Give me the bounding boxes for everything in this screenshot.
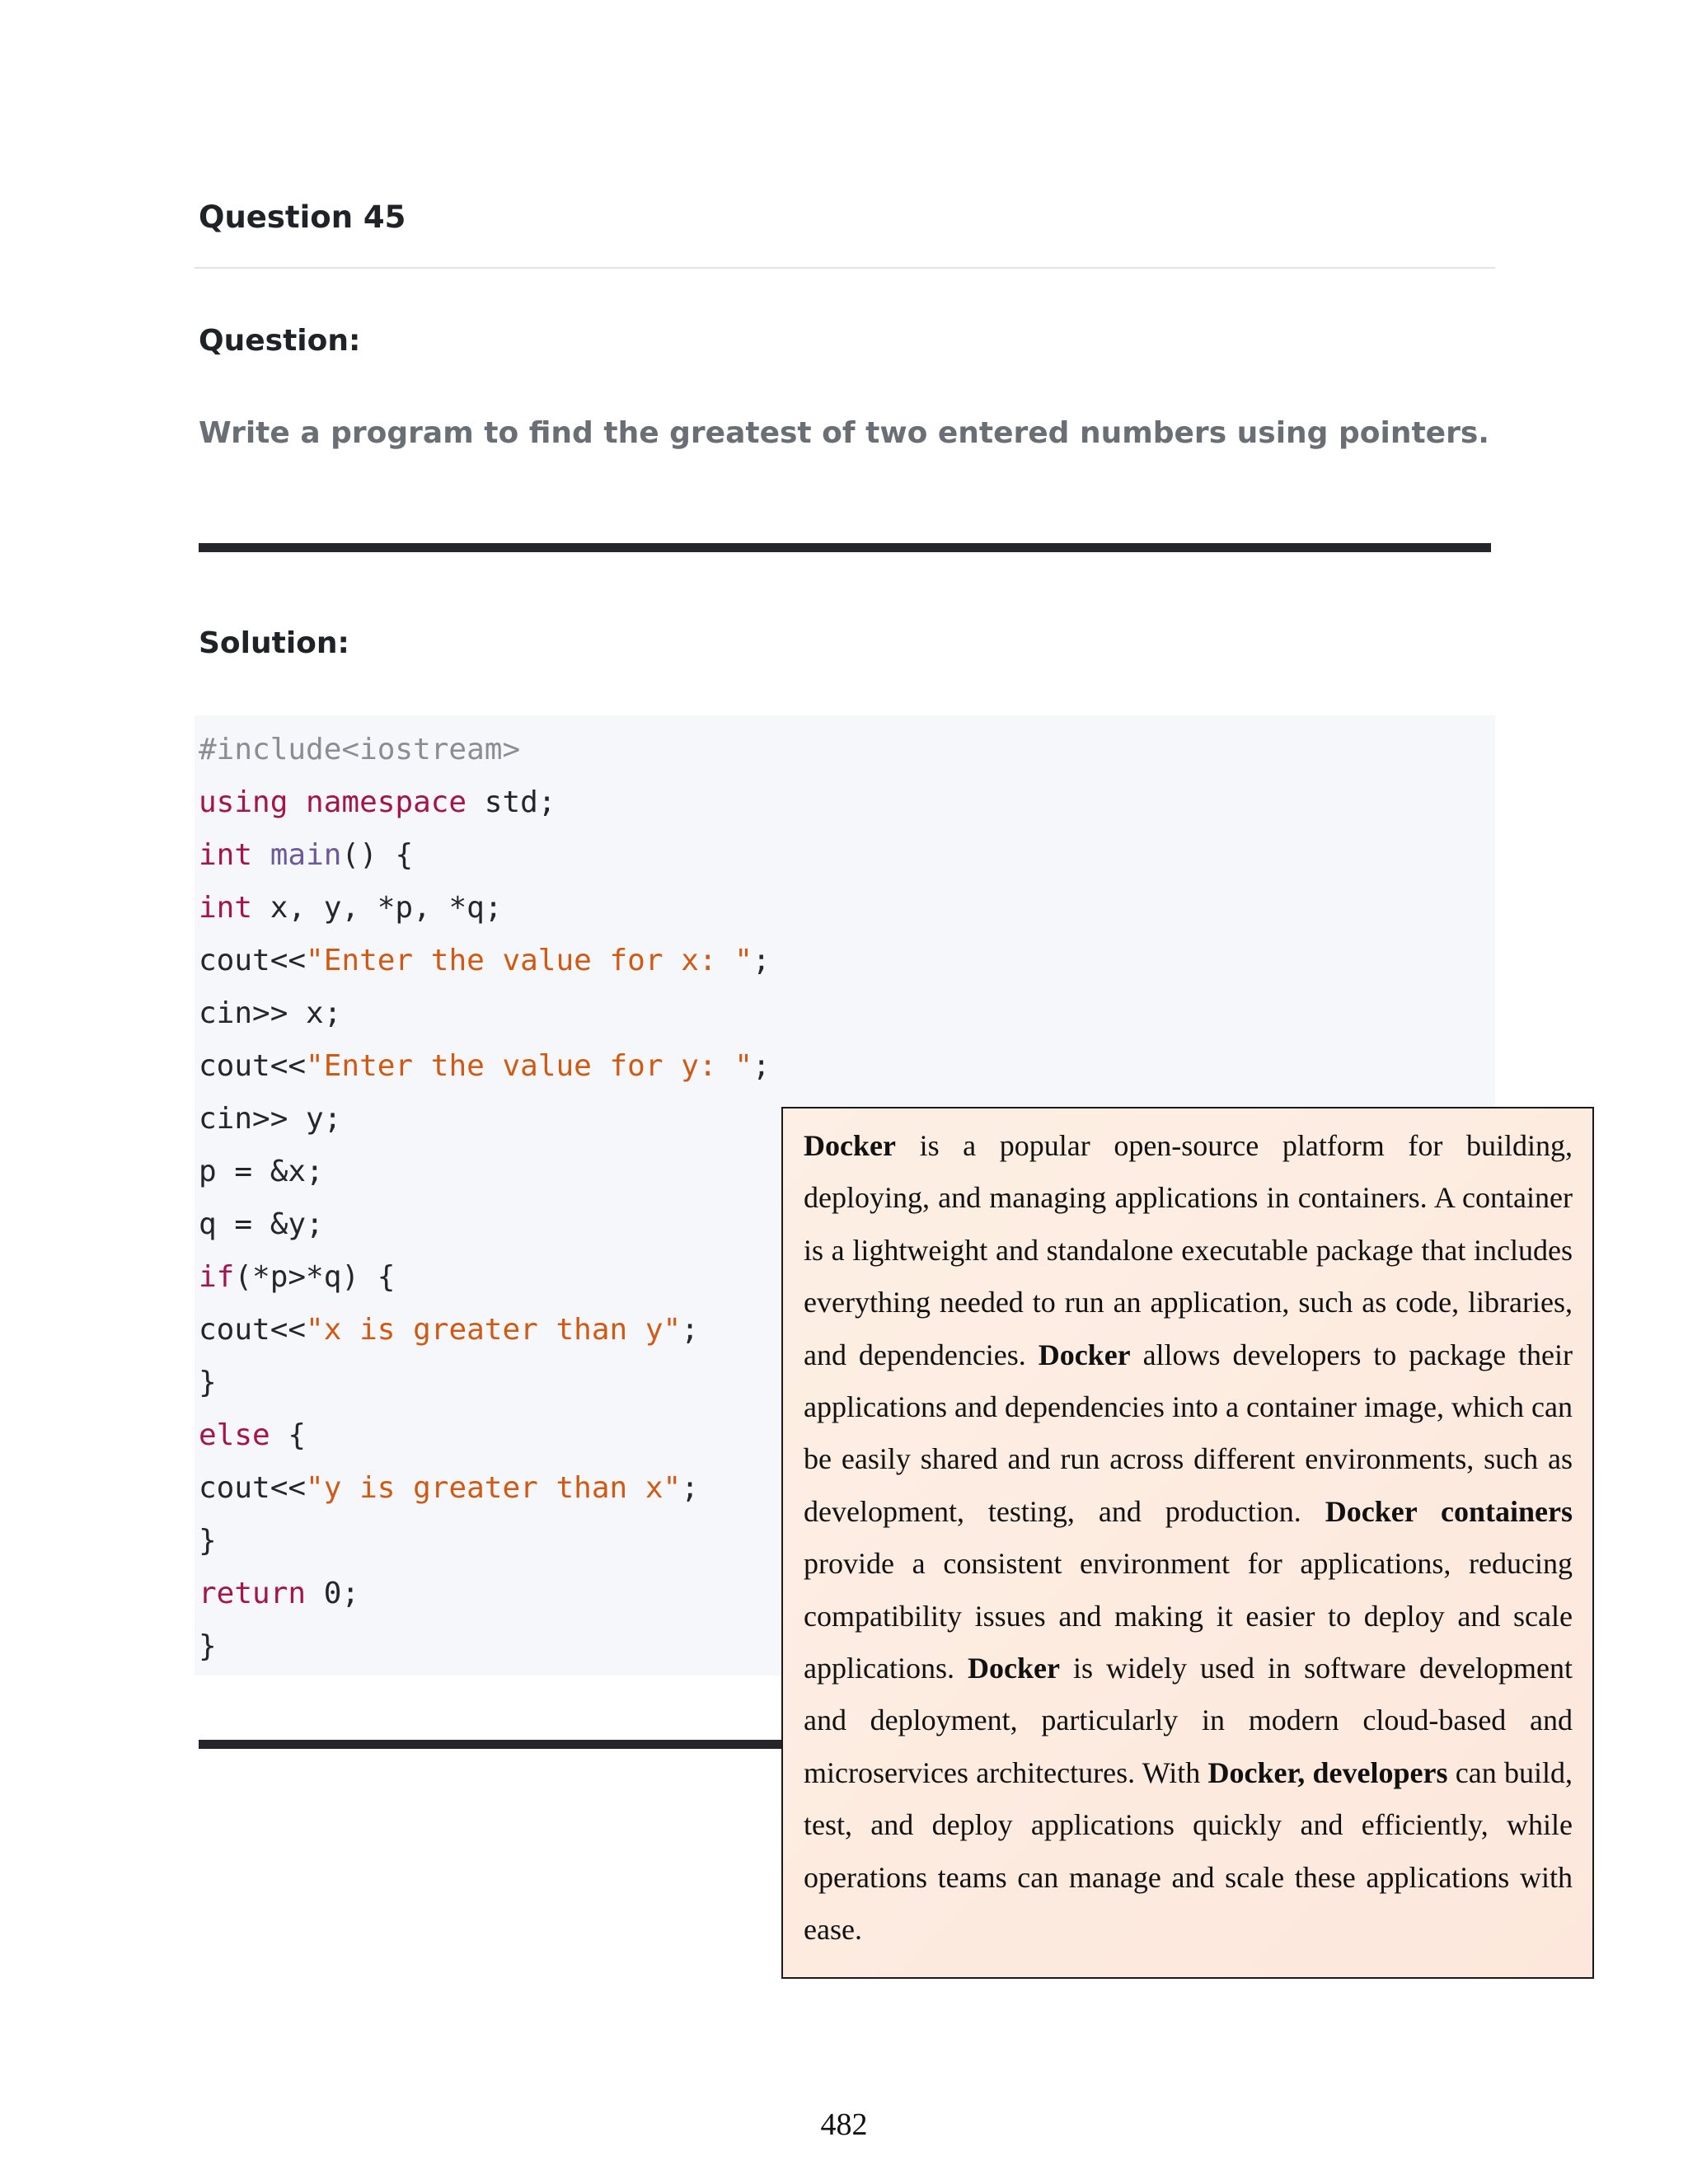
code-line: p = &x; — [199, 1155, 324, 1188]
code-line: cin>> x; — [199, 996, 342, 1030]
code-line: if(*p>*q) { — [199, 1260, 396, 1294]
code-line: cout<<"y is greater than x"; — [199, 1471, 699, 1505]
code-line: cout<<"Enter the value for y: "; — [199, 1049, 771, 1083]
code-line: else { — [199, 1418, 307, 1452]
code-line: #include<iostream> — [199, 733, 521, 766]
code-line: int x, y, *p, *q; — [199, 891, 503, 925]
section-divider-bottom — [199, 1740, 792, 1749]
code-line: cout<<"Enter the value for x: "; — [199, 944, 771, 977]
docker-info-box: Docker is a popular open-source platform for building, deploying, and managing applications in containers. A container is a lightweight and standalone executable package that includes everything needed to run an application, such as code, libraries, and dependencies. Docker allows developers to package their applications and dependencies into a container image, which can be easily shared and run across different environments, such as development, testing, and production. Docker containers provide a consistent environment for applications, reducing compatibility issues and making it easier to deploy and scale applications. Docker is widely used in software development and deployment, particularly in modern cloud-based and microservices architectures. With Docker, developers can build, test, and deploy applications quickly and efficiently, while operations teams can manage and scale these applications with ease. — [781, 1107, 1594, 1979]
code-line: cin>> y; — [199, 1102, 342, 1136]
code-line: } — [199, 1524, 217, 1558]
code-line: q = &y; — [199, 1207, 324, 1241]
header-divider — [195, 267, 1495, 269]
code-line: int main() { — [199, 838, 414, 872]
question-text: Write a program to find the greatest of two entered numbers using pointers. — [199, 416, 1489, 450]
code-line: } — [199, 1366, 217, 1399]
question-number: Question 45 — [199, 199, 406, 235]
page-number: 482 — [820, 2107, 868, 2142]
question-label: Question: — [199, 324, 361, 358]
code-line: } — [199, 1629, 217, 1663]
section-divider-top — [199, 543, 1491, 552]
code-line: using namespace std; — [199, 785, 556, 819]
solution-label: Solution: — [199, 626, 349, 660]
code-line: cout<<"x is greater than y"; — [199, 1313, 699, 1347]
code-line: return 0; — [199, 1577, 360, 1610]
